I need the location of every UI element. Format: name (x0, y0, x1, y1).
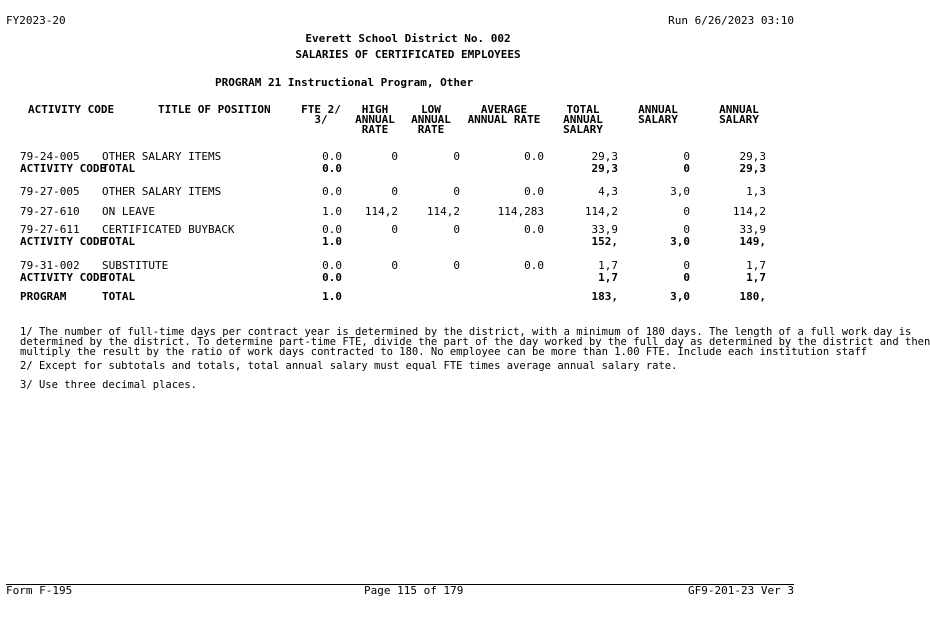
total-salary: 1,7 (598, 259, 618, 272)
footnote-3: 3/ Use three decimal places. (20, 379, 198, 391)
annual-salary-b: 1,3 (746, 185, 766, 198)
annual-salary-b: 114,2 (732, 205, 766, 218)
fte-value: 0.0 (322, 162, 342, 175)
annual-salary-a: 3,0 (670, 235, 690, 248)
fte-value: 1.0 (322, 290, 342, 303)
annual-salary-a: 0 (683, 205, 690, 218)
high-rate: 0 (391, 223, 398, 236)
annual-salary-a: 3,0 (670, 185, 690, 198)
activity-code: ACTIVITY CODE (20, 162, 107, 175)
position-title: TOTAL (102, 290, 136, 303)
col-avg: AVERAGE ANNUAL RATE (467, 103, 541, 126)
average-rate: 0.0 (524, 150, 544, 163)
footnote-1-line-2: determined by the district. To determine part-time FTE, divide the part of the day worked by the full day as determined by the district and then (20, 336, 930, 348)
fte-value: 0.0 (322, 271, 342, 284)
position-title: CERTIFICATED BUYBACK (102, 223, 235, 236)
fte-value: 0.0 (322, 185, 342, 198)
average-rate: 114,283 (497, 205, 544, 218)
position-title: TOTAL (102, 271, 136, 284)
total-salary: 29,3 (591, 162, 618, 175)
col-fte: FTE 2/ 3/ (301, 103, 341, 126)
fte-value: 0.0 (322, 150, 342, 163)
col-high: HIGH ANNUAL RATE (355, 103, 395, 136)
total-salary: 183, (591, 290, 618, 303)
fiscal-year: FY2023-20 (6, 14, 66, 27)
annual-salary-a: 0 (683, 259, 690, 272)
col-activity: ACTIVITY CODE (28, 103, 115, 116)
annual-salary-a: 3,0 (670, 290, 690, 303)
low-rate: 0 (453, 259, 460, 272)
activity-code: 79-24-005 (20, 150, 80, 163)
high-rate: 0 (391, 150, 398, 163)
annual-salary-a: 0 (683, 162, 690, 175)
col-low: LOW ANNUAL RATE (411, 103, 451, 136)
program-title: PROGRAM 21 Instructional Program, Other (215, 76, 474, 89)
fte-value: 1.0 (322, 205, 342, 218)
activity-code: 79-31-002 (20, 259, 80, 272)
activity-code: 79-27-610 (20, 205, 80, 218)
low-rate: 0 (453, 223, 460, 236)
col-total: TOTAL ANNUAL SALARY (563, 103, 603, 136)
annual-salary-b: 29,3 (739, 162, 766, 175)
total-salary: 114,2 (584, 205, 618, 218)
high-rate: 114,2 (364, 205, 398, 218)
position-title: TOTAL (102, 162, 136, 175)
report-title: SALARIES OF CERTIFICATED EMPLOYEES (295, 48, 521, 61)
low-rate: 0 (453, 185, 460, 198)
col-annual-salary-b: ANNUAL SALARY (719, 103, 759, 126)
position-title: OTHER SALARY ITEMS (102, 150, 222, 163)
total-salary: 4,3 (598, 185, 618, 198)
average-rate: 0.0 (524, 223, 544, 236)
total-salary: 29,3 (591, 150, 618, 163)
annual-salary-b: 1,7 (746, 259, 766, 272)
activity-code: 79-27-611 (20, 223, 80, 236)
fte-value: 0.0 (322, 259, 342, 272)
fte-value: 0.0 (322, 223, 342, 236)
district-name: Everett School District No. 002 (305, 32, 511, 45)
col-title: TITLE OF POSITION (158, 103, 271, 116)
activity-code: 79-27-005 (20, 185, 80, 198)
annual-salary-b: 33,9 (739, 223, 766, 236)
low-rate: 0 (453, 150, 460, 163)
form-number: Form F-195 (6, 584, 73, 597)
annual-salary-a: 0 (683, 150, 690, 163)
annual-salary-a: 0 (683, 271, 690, 284)
footnote-1-line-1: 1/ The number of full-time days per contract year is determined by the district, with a minimum of 180 days. The length of a full work day is (20, 326, 912, 338)
total-salary: 1,7 (598, 271, 618, 284)
total-salary: 152, (591, 235, 618, 248)
annual-salary-b: 29,3 (739, 150, 766, 163)
position-title: OTHER SALARY ITEMS (102, 185, 222, 198)
page-number: Page 115 of 179 (364, 584, 464, 597)
annual-salary-b: 149, (739, 235, 766, 248)
activity-code: ACTIVITY CODE (20, 271, 107, 284)
annual-salary-b: 180, (739, 290, 766, 303)
low-rate: 114,2 (426, 205, 460, 218)
footnote-2: 2/ Except for subtotals and totals, total annual salary must equal FTE times average annual salary rate. (20, 360, 678, 372)
average-rate: 0.0 (524, 259, 544, 272)
annual-salary-b: 1,7 (746, 271, 766, 284)
average-rate: 0.0 (524, 185, 544, 198)
total-salary: 33,9 (591, 223, 618, 236)
high-rate: 0 (391, 259, 398, 272)
activity-code: PROGRAM (20, 290, 67, 303)
run-stamp: Run 6/26/2023 03:10 (668, 14, 794, 27)
position-title: TOTAL (102, 235, 136, 248)
fte-value: 1.0 (322, 235, 342, 248)
position-title: ON LEAVE (102, 205, 155, 218)
activity-code: ACTIVITY CODE (20, 235, 107, 248)
footnote-1-line-3: multiply the result by the ratio of work days contracted to 180. No employee can be more than 1.00 FTE. Include each institution staff (20, 346, 868, 358)
col-annual-salary-a: ANNUAL SALARY (638, 103, 678, 126)
annual-salary-a: 0 (683, 223, 690, 236)
position-title: SUBSTITUTE (102, 259, 169, 272)
form-code: GF9-201-23 Ver 3 (688, 584, 794, 597)
high-rate: 0 (391, 185, 398, 198)
